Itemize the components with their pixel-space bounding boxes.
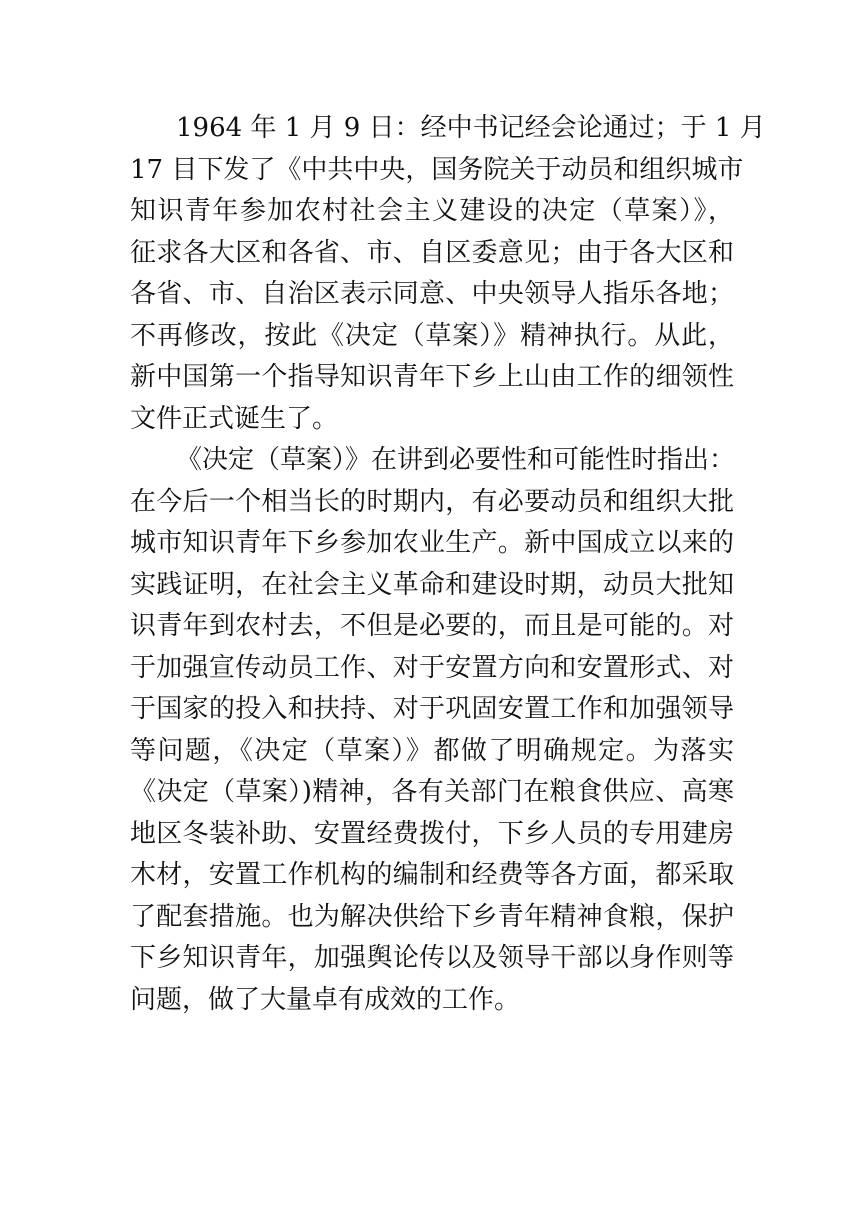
paragraph-2: [130, 440, 734, 1021]
text-line: 不再修改，按此《决定（草案）》精神执行。从此，: [130, 320, 734, 351]
text-line: 1964 年 1 月 9 日：经中书记经会论通过；于 1 月: [176, 113, 766, 143]
text-line: 城市知识青年下乡参加农业生产。新中国成立以来的: [130, 528, 734, 558]
text-line: 问题，做了大量卓有成效的工作。: [130, 984, 521, 1015]
text-line: 《决定（草案）》在讲到必要性和可能性时指出：: [176, 445, 736, 475]
text-line: 新中国第一个指导知识青年下乡上山由工作的细领性: [130, 362, 734, 392]
body-text: [130, 108, 766, 1021]
text-line: 下乡知识青年，加强舆论传以及领导干部以身作则等: [130, 943, 734, 973]
text-line: 在今后一个相当长的时期内，有必要动员和组织大批: [130, 486, 734, 517]
text-line: 知识青年参加农村社会主义建设的决定（草案）》，: [130, 196, 734, 226]
text-line: 征求各大区和各省、市、自区委意见；由于各大区和: [130, 237, 734, 268]
text-line: 于加强宣传动员工作、对于安置方向和安置形式、对: [130, 652, 734, 683]
text-line: 17 目下发了《中共中央，国务院关于动员和组织城市: [130, 154, 744, 185]
text-line: 等问题，《决定（草案）》都做了明确规定。为落实: [130, 735, 734, 766]
text-line: 实践证明，在社会主义革命和建设时期，动员大批知: [130, 569, 734, 600]
text-line: 地区冬装补助、安置经费拨付，下乡人员的专用建房: [130, 818, 734, 849]
paragraph-1: [130, 108, 766, 440]
text-line: 木材，安置工作机构的编制和经费等各方面，都采取: [130, 860, 734, 890]
text-line: 识青年到农村去，不但是必要的，而且是可能的。对: [130, 611, 734, 641]
text-line: 了配套措施。也为解决供给下乡青年精神食粮，保护: [130, 901, 734, 932]
text-line: 《决定（草案）)精神，各有关部门在粮食供应、高寒: [130, 777, 734, 807]
text-line: 于国家的投入和扶持、对于巩固安置工作和加强领导: [130, 694, 734, 724]
text-line: 文件正式诞生了。: [130, 403, 339, 434]
text-line: 各省、市、自治区表示同意、中央领导人指乐各地；: [130, 279, 734, 309]
